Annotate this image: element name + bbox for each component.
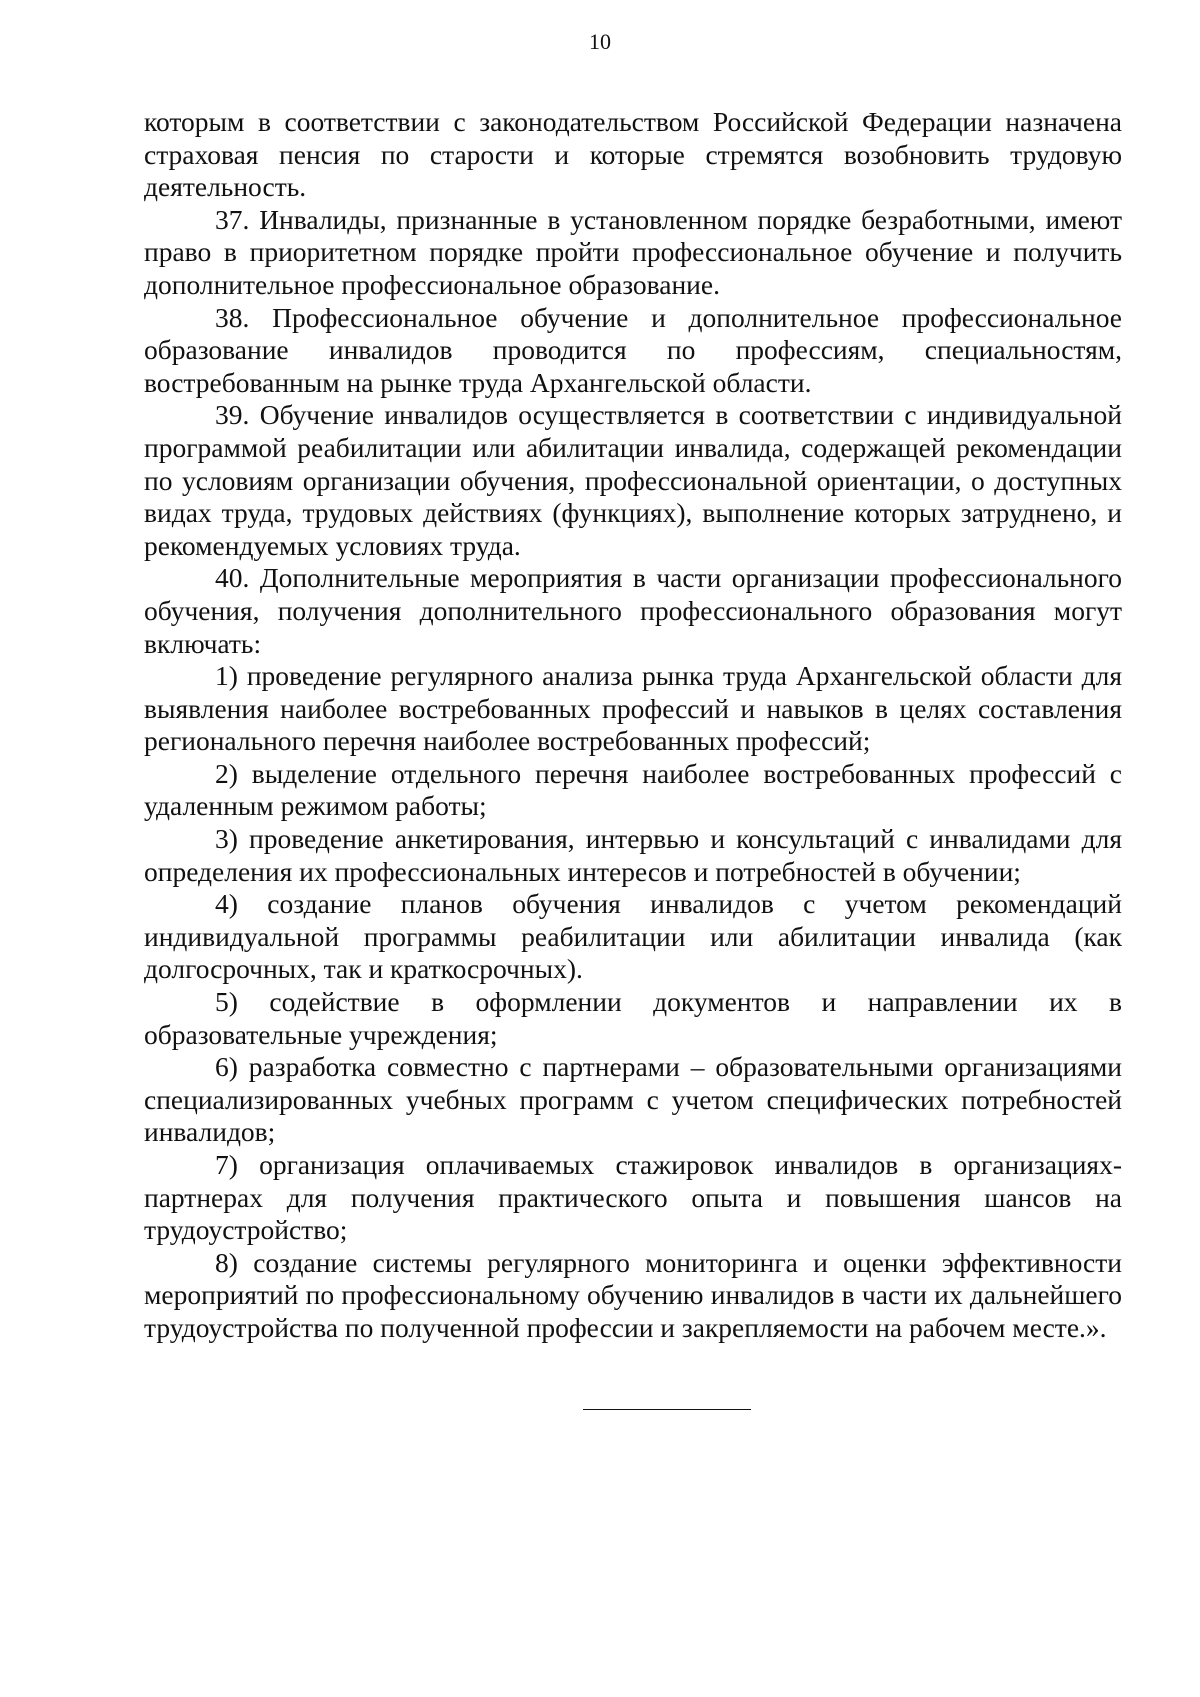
paragraph-37: 37. Инвалиды, признанные в установленном порядке безработными, имеют право в приоритетном порядке пройти профессиональное обучение и получить дополнительное профессиональное образование. <box>144 203 1122 300</box>
paragraph-40: 40. Дополнительные мероприятия в части организации профессионального обучения, получения дополнительного профессионального образования могут включать: <box>144 562 1122 659</box>
list-item-3: 3) проведение анкетирования, интервью и консультаций с инвалидами для определения их профессиональных интересов и потребностей в обучении; <box>144 823 1122 887</box>
end-divider-line <box>583 1409 751 1410</box>
list-item-1: 1) проведение регулярного анализа рынка труда Архангельской области для выявления наиболее востребованных профессий и навыков в целях составления регионального перечня наиболее востребованных профессий; <box>144 660 1122 757</box>
page-number: 10 <box>589 29 611 54</box>
list-item-2: 2) выделение отдельного перечня наиболее востребованных профессий с удаленным режимом работы; <box>144 757 1122 822</box>
list-item-5: 5) содействие в оформлении документов и направлении их в образовательные учреждения; <box>144 986 1122 1050</box>
list-item-7: 7) организация оплачиваемых стажировок инвалидов в организациях-партнерах для получения практического опыта и повышения шансов на трудоустройство; <box>144 1149 1122 1246</box>
paragraph-39: 39. Обучение инвалидов осуществляется в соответствии с индивидуальной программой реабилитации или абилитации инвалида, содержащей рекомендации по условиям организации обучения, профессиональной ориентации, о доступных видах труда, трудовых действиях (функциях), выполнение которых затруднено, и рекомендуемых условиях труда. <box>144 399 1122 561</box>
paragraph-38: 38. Профессиональное обучение и дополнительное профессиональное образование инвалидов проводится по профессиям, специальностям, востребованным на рынке труда Архангельской области. <box>144 301 1122 398</box>
list-item-8: 8) создание системы регулярного мониторинга и оценки эффективности мероприятий по профессиональному обучению инвалидов в части их дальнейшего трудоустройства по полученной профессии и закрепляемости на рабочем месте.». <box>144 1246 1122 1343</box>
list-item-4: 4) создание планов обучения инвалидов с учетом рекомендаций индивидуальной программы реабилитации или абилитации инвалида (как долгосрочных, так и краткосрочных). <box>144 888 1122 985</box>
paragraph-continuation: которым в соответствии с законодательством Российской Федерации назначена страховая пенсия по старости и которые стремятся возобновить трудовую деятельность. <box>144 106 1122 203</box>
document-body <box>144 106 1122 1345</box>
list-item-6: 6) разработка совместно с партнерами – образовательными организациями специализированных учебных программ с учетом специфических потребностей инвалидов; <box>144 1051 1122 1148</box>
